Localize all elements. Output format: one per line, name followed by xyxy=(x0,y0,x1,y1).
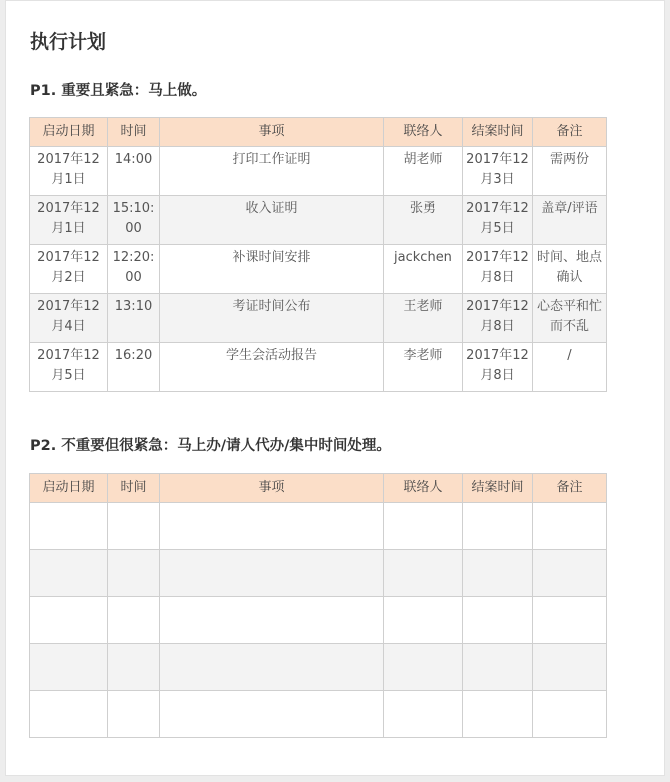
table-cell xyxy=(30,644,108,691)
table-cell xyxy=(384,597,463,644)
column-header: 事项 xyxy=(160,474,384,503)
table-cell xyxy=(30,550,108,597)
table-cell xyxy=(384,503,463,550)
column-header: 结案时间 xyxy=(463,474,533,503)
document-page xyxy=(5,0,665,776)
table-cell xyxy=(108,550,160,597)
table-cell xyxy=(533,597,607,644)
table-cell xyxy=(108,503,160,550)
section-p2-heading: P2. 不重要但很紧急：马上办/请人代办/集中时间处理。 xyxy=(30,438,391,454)
table-cell xyxy=(533,644,607,691)
table-header-row xyxy=(30,474,607,503)
table-cell xyxy=(160,503,384,550)
table-cell: 补课时间安排 xyxy=(160,245,384,294)
column-header: 事项 xyxy=(160,118,384,147)
table-cell xyxy=(384,644,463,691)
table-cell xyxy=(533,503,607,550)
column-header: 备注 xyxy=(533,118,607,147)
table-cell: 胡老师 xyxy=(384,147,463,196)
table-cell: 15:10:00 xyxy=(108,196,160,245)
table-cell: 学生会活动报告 xyxy=(160,343,384,392)
table-cell: 2017年12月8日 xyxy=(463,294,533,343)
table-cell xyxy=(384,691,463,738)
table-cell: 2017年12月8日 xyxy=(463,245,533,294)
table-row xyxy=(30,550,607,597)
table-header-row xyxy=(30,118,607,147)
table-cell xyxy=(30,691,108,738)
p2-table xyxy=(29,473,607,738)
table-cell: 2017年12月5日 xyxy=(30,343,108,392)
table-cell xyxy=(533,550,607,597)
table-cell xyxy=(463,597,533,644)
p1-table xyxy=(29,117,607,392)
page-title: 执行计划 xyxy=(30,31,107,53)
table-row xyxy=(30,294,607,343)
table-cell: 盖章/评语 xyxy=(533,196,607,245)
table-cell xyxy=(160,644,384,691)
table-row xyxy=(30,245,607,294)
table-cell xyxy=(533,691,607,738)
table-cell: 2017年12月8日 xyxy=(463,343,533,392)
table-cell xyxy=(463,644,533,691)
table-cell: 2017年12月3日 xyxy=(463,147,533,196)
table-cell xyxy=(108,691,160,738)
table-row xyxy=(30,147,607,196)
table-cell xyxy=(160,550,384,597)
table-cell: 心态平和忙而不乱 xyxy=(533,294,607,343)
table-row xyxy=(30,597,607,644)
column-header: 启动日期 xyxy=(30,474,108,503)
table-cell xyxy=(160,597,384,644)
table-cell xyxy=(463,691,533,738)
table-row xyxy=(30,343,607,392)
table-cell xyxy=(384,550,463,597)
table-cell xyxy=(160,691,384,738)
column-header: 备注 xyxy=(533,474,607,503)
table-cell xyxy=(108,644,160,691)
table-cell: 时间、地点确认 xyxy=(533,245,607,294)
table-row xyxy=(30,644,607,691)
table-cell: 14:00 xyxy=(108,147,160,196)
table-cell: jackchen xyxy=(384,245,463,294)
table-cell: 13:10 xyxy=(108,294,160,343)
table-cell: 张勇 xyxy=(384,196,463,245)
table-row xyxy=(30,196,607,245)
column-header: 时间 xyxy=(108,474,160,503)
table-cell: 2017年12月1日 xyxy=(30,196,108,245)
table-cell: 12:20:00 xyxy=(108,245,160,294)
table-cell: 考证时间公布 xyxy=(160,294,384,343)
table-cell: 王老师 xyxy=(384,294,463,343)
table-cell: 2017年12月2日 xyxy=(30,245,108,294)
table-cell: 2017年12月4日 xyxy=(30,294,108,343)
table-cell: 李老师 xyxy=(384,343,463,392)
section-p1-heading: P1. 重要且紧急：马上做。 xyxy=(30,83,207,99)
table-cell: 收入证明 xyxy=(160,196,384,245)
column-header: 启动日期 xyxy=(30,118,108,147)
table-row xyxy=(30,503,607,550)
column-header: 联络人 xyxy=(384,474,463,503)
table-cell xyxy=(30,597,108,644)
table-cell xyxy=(463,550,533,597)
table-cell: 16:20 xyxy=(108,343,160,392)
column-header: 时间 xyxy=(108,118,160,147)
table-cell xyxy=(30,503,108,550)
column-header: 结案时间 xyxy=(463,118,533,147)
column-header: 联络人 xyxy=(384,118,463,147)
table-cell: 2017年12月1日 xyxy=(30,147,108,196)
table-cell: 需两份 xyxy=(533,147,607,196)
table-cell xyxy=(108,597,160,644)
table-cell: 2017年12月5日 xyxy=(463,196,533,245)
table-cell: 打印工作证明 xyxy=(160,147,384,196)
table-cell xyxy=(463,503,533,550)
table-cell: / xyxy=(533,343,607,392)
table-row xyxy=(30,691,607,738)
